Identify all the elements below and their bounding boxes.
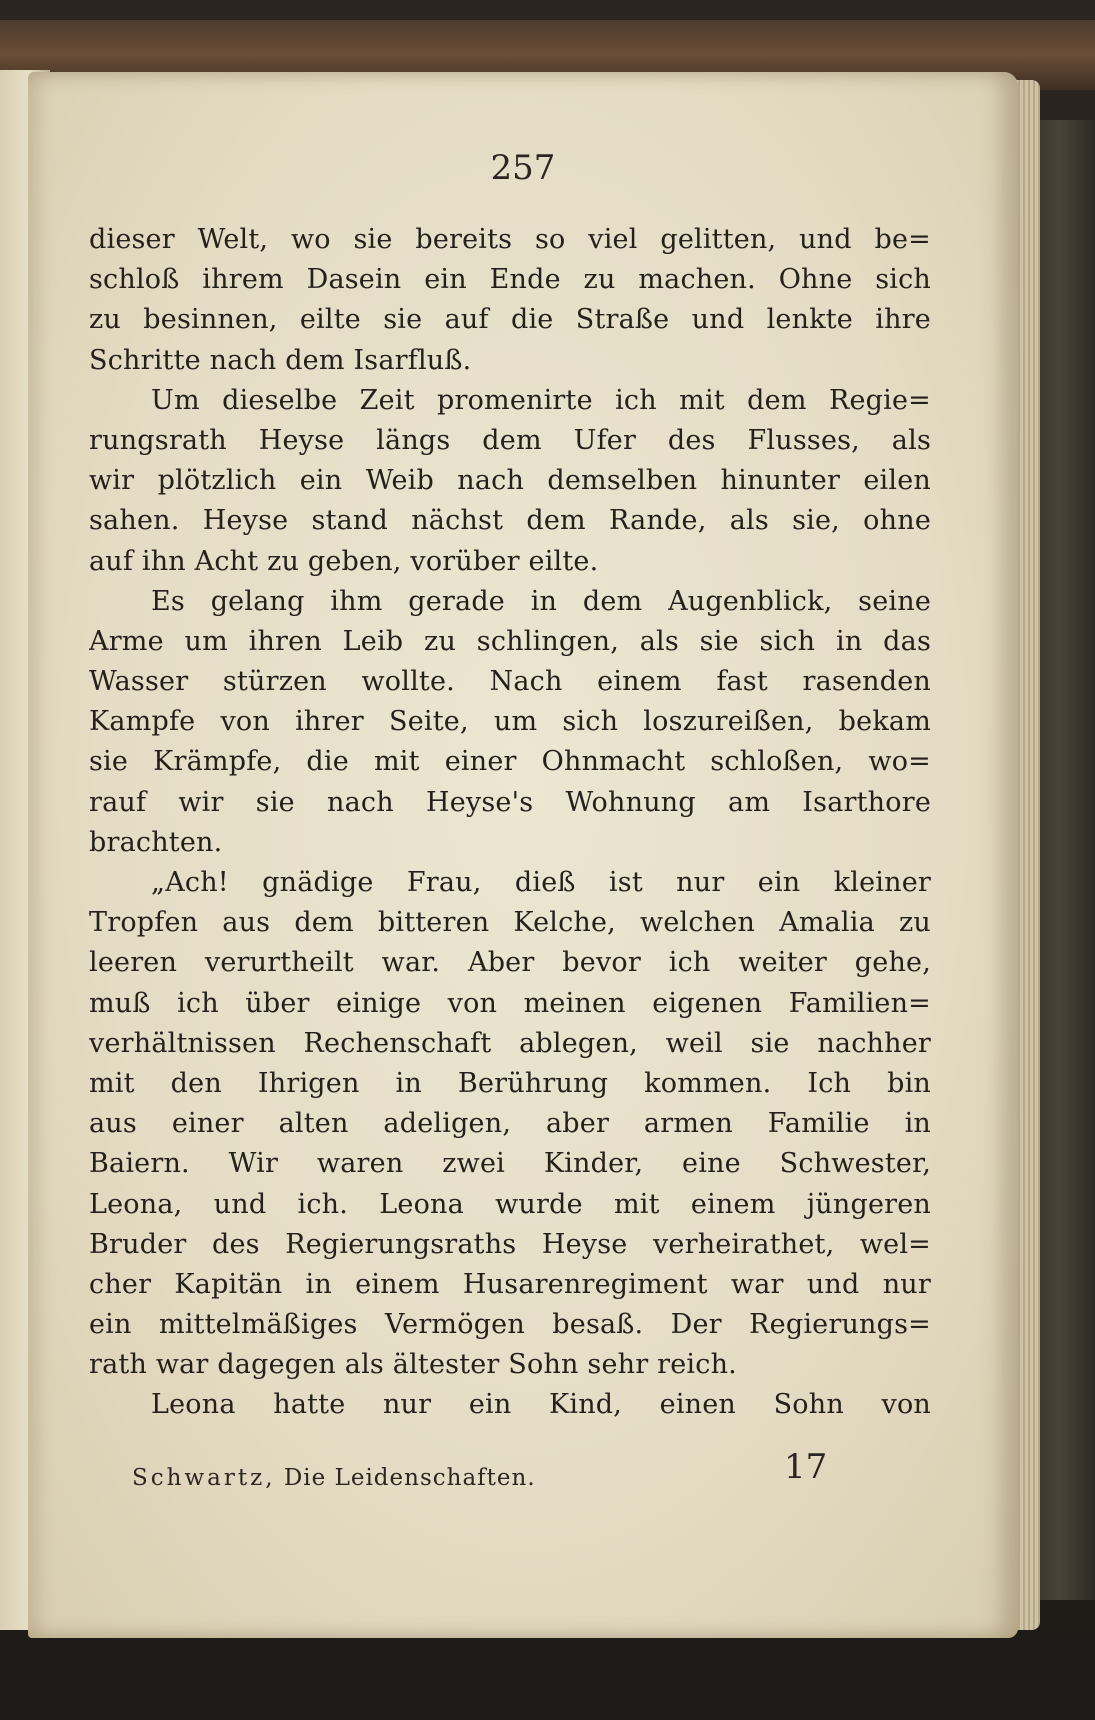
footer-title: Die Leidenschaften. xyxy=(283,1465,536,1491)
text-line: auf ihn Acht zu geben, vorüber eilte. xyxy=(89,545,599,577)
text-line: brachten. xyxy=(89,826,223,858)
page-footer xyxy=(132,1447,912,1501)
text-line: rauf wir sie nach Heyse's Wohnung am Isarthore xyxy=(89,786,931,818)
text-line: ein mittelmäßiges Vermögen besaß. Der Regierungs= xyxy=(89,1309,931,1341)
text-line: Um dieselbe Zeit promenirte ich mit dem Regie= xyxy=(151,384,931,416)
text-line: Kampfe von ihrer Seite, um sich loszureißen, bekam xyxy=(89,706,931,738)
text-line: sie Krämpfe, die mit einer Ohnmacht schloßen, wo= xyxy=(89,746,931,778)
text-line: Leona hatte nur ein Kind, einen Sohn von xyxy=(151,1389,931,1421)
sheet-number: 17 xyxy=(784,1447,828,1487)
text-line: Leona, und ich. Leona wurde mit einem jüngeren xyxy=(89,1188,931,1220)
text-line: verhältnissen Rechenschaft ablegen, weil sie nachher xyxy=(89,1027,931,1059)
book-page xyxy=(28,72,1018,1638)
text-line: rath war dagegen als ältester Sohn sehr reich. xyxy=(89,1349,737,1381)
text-line: sahen. Heyse stand nächst dem Rande, als sie, ohne xyxy=(89,505,931,537)
signature-line xyxy=(132,1465,536,1491)
text-line: Es gelang ihm gerade in dem Augenblick, seine xyxy=(151,585,931,617)
book-cover-right xyxy=(1035,120,1095,1600)
text-line: mit den Ihrigen in Berührung kommen. Ich bin xyxy=(89,1067,931,1099)
text-line: schloß ihrem Dasein ein Ende zu machen. Ohne sich xyxy=(89,264,931,296)
page-number: 257 xyxy=(490,148,556,188)
text-line: Tropfen aus dem bitteren Kelche, welchen Amalia zu xyxy=(89,907,931,939)
page-body-text xyxy=(89,220,931,1426)
footer-author: Schwartz, xyxy=(132,1465,276,1491)
text-line: „Ach! gnädige Frau, dieß ist nur ein kleiner xyxy=(151,867,931,898)
text-line: Baiern. Wir waren zwei Kinder, eine Schwester, xyxy=(89,1148,931,1180)
text-line: Wasser stürzen wollte. Nach einem fast rasenden xyxy=(89,666,931,698)
text-line: Bruder des Regierungsraths Heyse verheirathet, wel= xyxy=(89,1228,931,1260)
text-line: cher Kapitän in einem Husarenregiment war und nur xyxy=(89,1268,931,1300)
text-line: leeren verurtheilt war. Aber bevor ich weiter gehe, xyxy=(89,947,931,979)
text-line: Schritte nach dem Isarfluß. xyxy=(89,344,472,376)
text-line: aus einer alten adeligen, aber armen Familie in xyxy=(89,1108,931,1140)
text-line: muß ich über einige von meinen eigenen Familien= xyxy=(89,987,931,1019)
text-line: Arme um ihren Leib zu schlingen, als sie sich in das xyxy=(89,625,931,657)
text-line: dieser Welt, wo sie bereits so viel gelitten, und be= xyxy=(89,224,931,255)
text-line: wir plötzlich ein Weib nach demselben hinunter eilen xyxy=(89,465,931,497)
text-line: zu besinnen, eilte sie auf die Straße und lenkte ihre xyxy=(89,304,931,336)
text-line: rungsrath Heyse längs dem Ufer des Flusses, als xyxy=(89,424,931,456)
